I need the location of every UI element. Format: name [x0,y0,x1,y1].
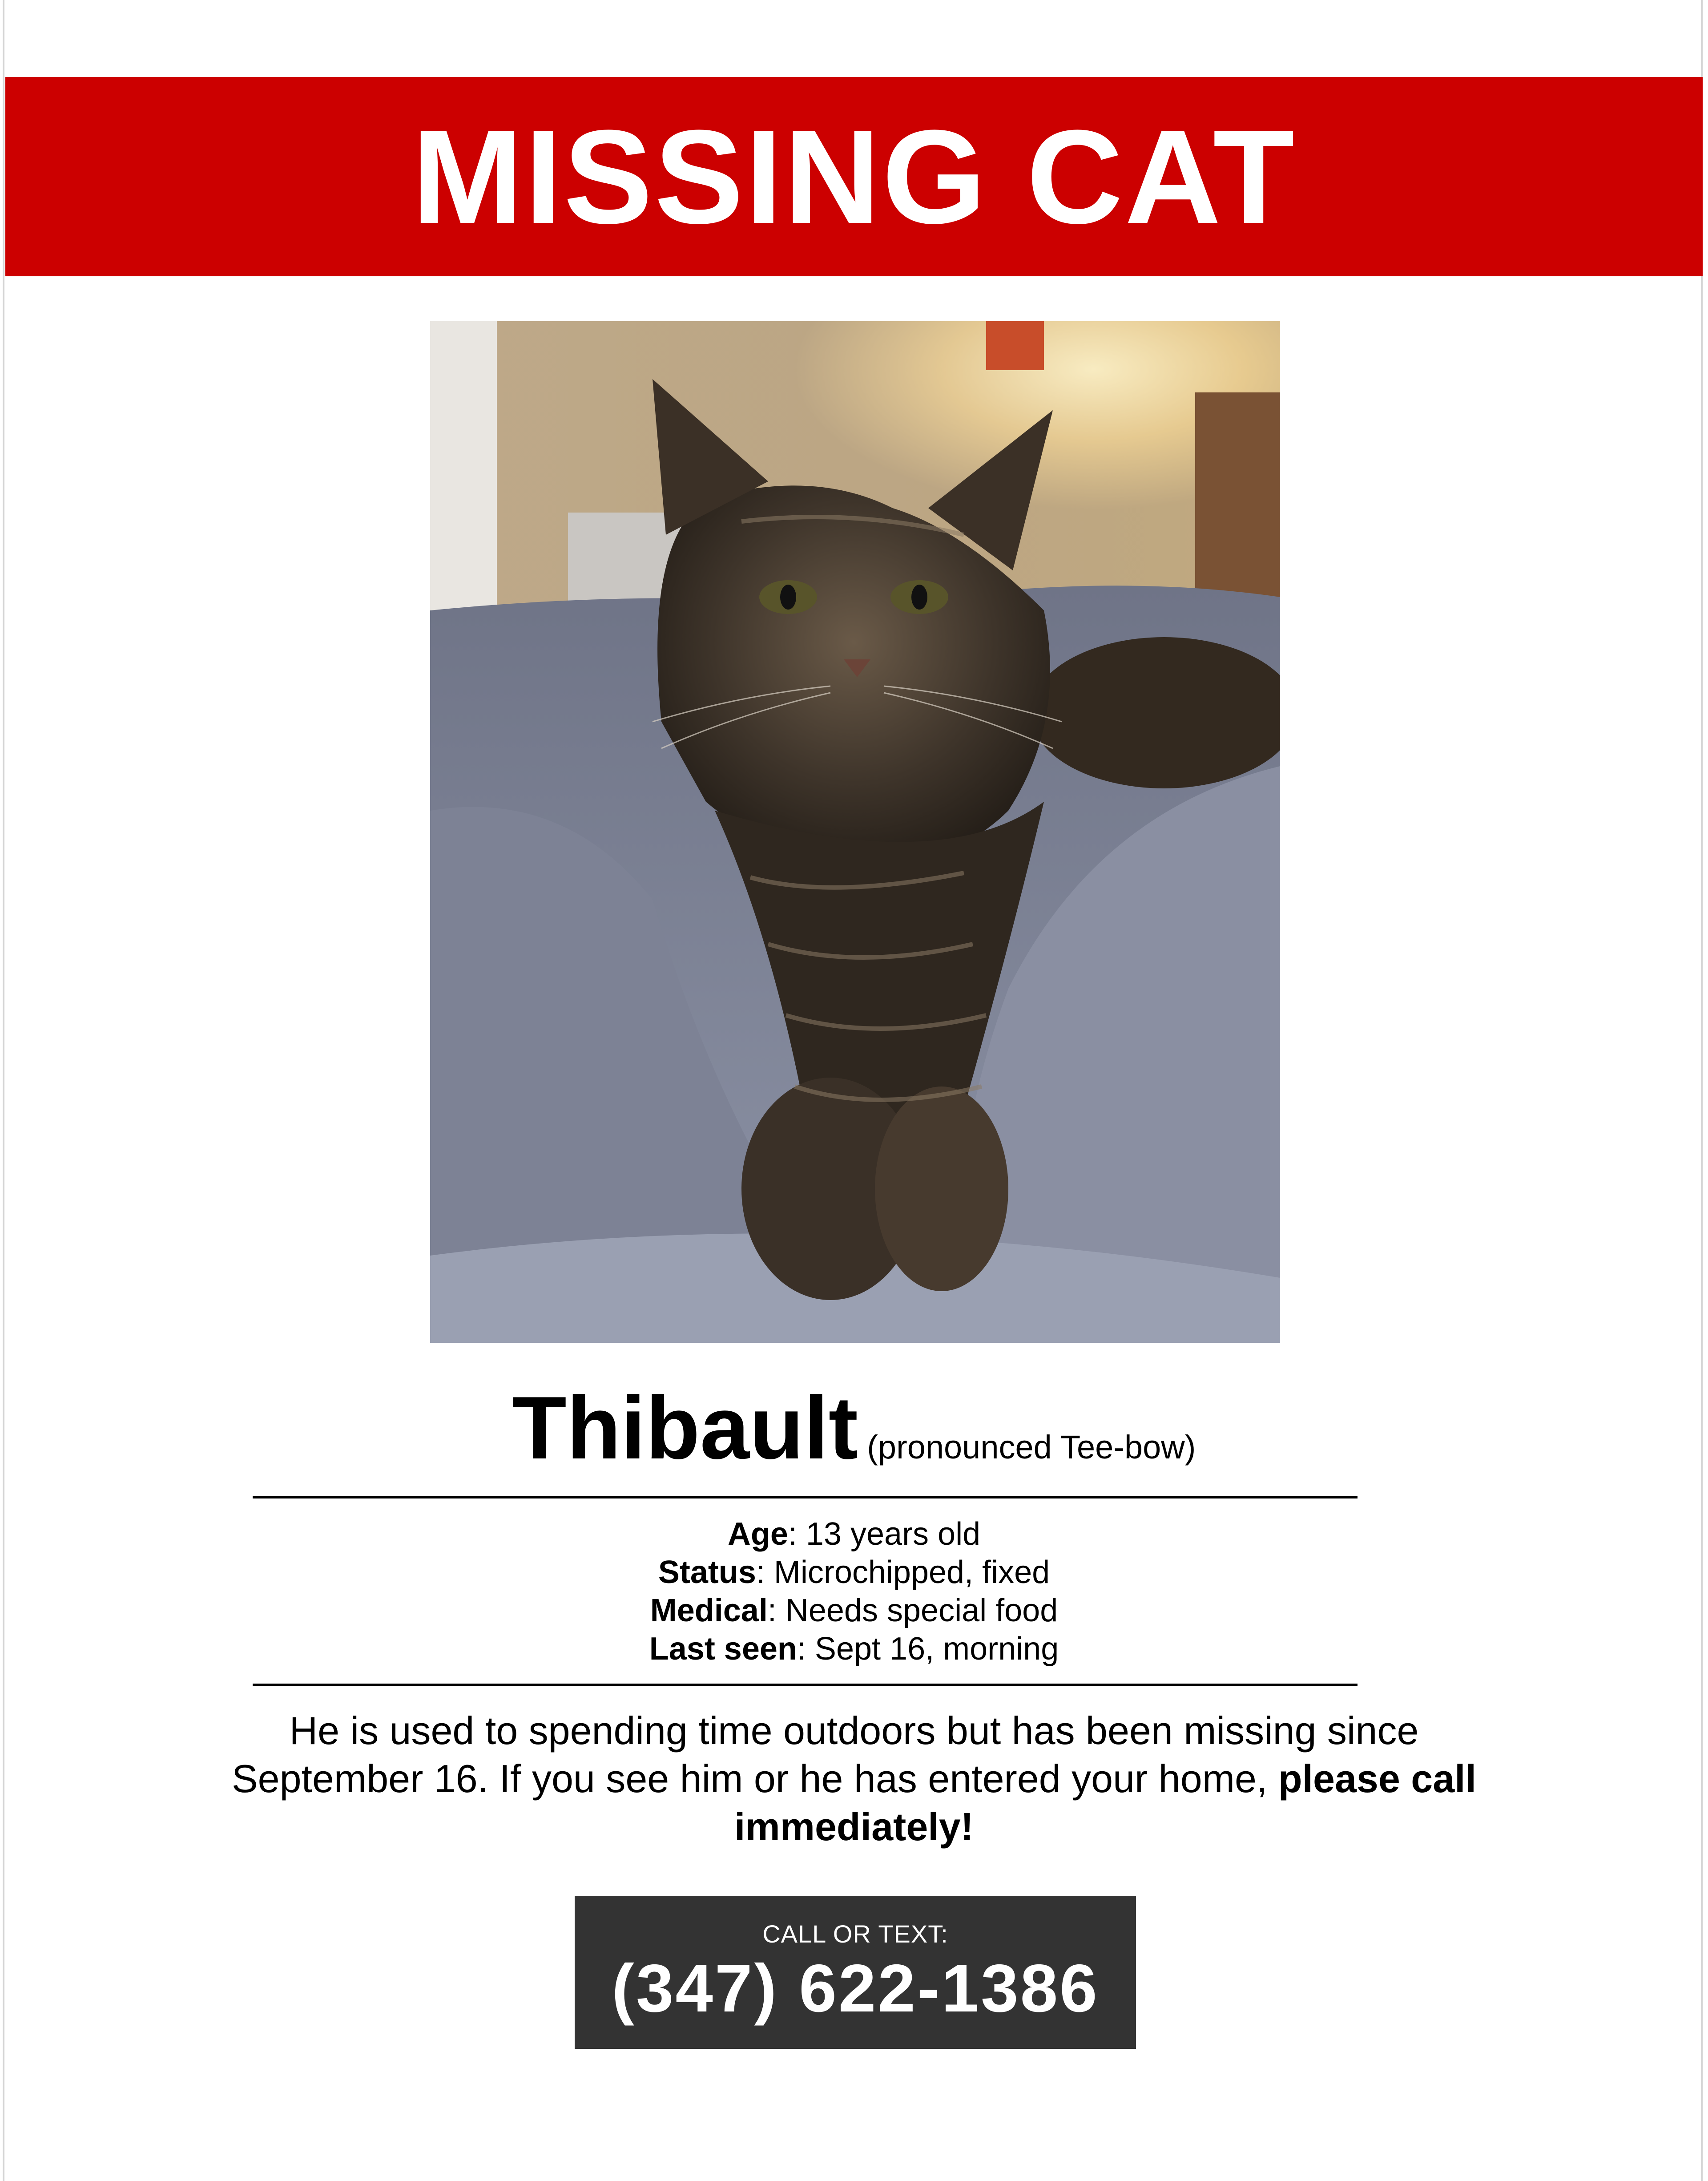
detail-label: Age [727,1516,788,1552]
cat-photo [430,321,1280,1343]
pronunciation: (pronounced Tee-bow) [867,1429,1196,1466]
message-paragraph [222,1707,1486,1851]
detail-value: : Sept 16, morning [797,1631,1059,1667]
missing-banner [5,77,1703,276]
detail-medical [0,1591,1708,1630]
detail-value: : 13 years old [788,1516,981,1552]
detail-value: : Microchipped, fixed [756,1555,1050,1590]
message-text: He is used to spending time outdoors but has been missing since September 16. If you see him or he has entered your home, [231,1708,1419,1801]
detail-label: Status [658,1555,756,1590]
contact-box [575,1896,1136,2049]
detail-label: Last seen [649,1631,797,1667]
divider-bottom [253,1684,1358,1686]
detail-label: Medical [650,1593,768,1628]
banner-title: MISSING CAT [411,102,1297,251]
detail-status [0,1553,1708,1591]
cat-name: Thibault [512,1378,858,1478]
contact-label: CALL OR TEXT: [762,1920,948,1948]
cat-photo-image [430,321,1280,1343]
detail-value: : Needs special food [767,1593,1058,1628]
name-row [0,1378,1708,1478]
details-list [0,1515,1708,1668]
detail-age [0,1515,1708,1553]
message-emphasis: please call immediately! [734,1757,1477,1849]
divider-top [253,1496,1358,1498]
phone-number[interactable]: (347) 622-1386 [612,1951,1099,2026]
detail-last-seen [0,1630,1708,1668]
